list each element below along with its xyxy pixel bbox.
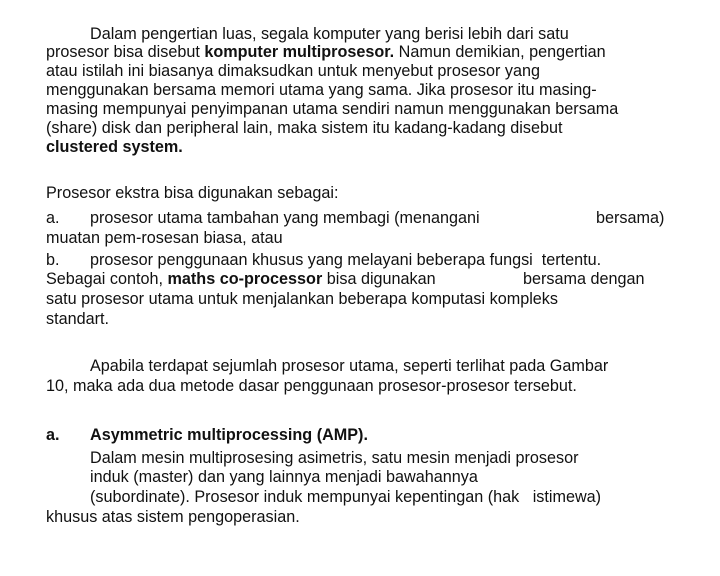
section-a-marker: a. [46,426,60,444]
para3-line1: Apabila terdapat sejumlah prosesor utama, seperti terlihat pada Gambar [90,357,609,375]
section-a-line3: (subordinate). Prosesor induk mempunyai kepentingan (hak istimewa) [90,488,602,506]
para1-line3: atau istilah ini biasanya dimaksudkan untuk menyebut prosesor yang [46,62,541,80]
term-clustered-system: clustered system. [46,138,183,156]
list-item-a-end: bersama) [596,209,665,227]
example-line1 [46,269,436,289]
term-maths-coprocessor: maths co-processor [167,270,323,288]
example-text-mid: bisa digunakan [322,270,436,288]
section-a-line2: induk (master) dan yang lainnya menjadi bawahannya [90,468,478,486]
para1-line2 [46,42,606,62]
para1-line5: masing mempunyai penyimpanan utama sendiri namun menggunakan bersama [46,100,619,118]
list-marker-b: b. [46,251,60,269]
para1-line2-rest: Namun demikian, pengertian [394,43,606,61]
list-item-b-text: prosesor penggunaan khusus yang melayani beberapa fungsi tertentu. [90,251,602,269]
section-a-heading: Asymmetric multiprocessing (AMP). [90,426,368,444]
example-line3: standart. [46,310,109,328]
section-a-line1: Dalam mesin multiprosesing asimetris, satu mesin menjadi prosesor [90,449,579,467]
para1-line6: (share) disk dan peripheral lain, maka sistem itu kadang-kadang disebut [46,119,563,137]
para1-line2-text: prosesor bisa disebut [46,43,205,61]
list-item-a-text: prosesor utama tambahan yang membagi (menangani [90,209,480,227]
example-text: Sebagai contoh, [46,270,168,288]
example-line2: satu prosesor utama untuk menjalankan beberapa komputasi kompleks [46,290,558,308]
para1-line1: Dalam pengertian luas, segala komputer yang berisi lebih dari satu [90,25,569,43]
term-komputer-multiprosesor: komputer multiprosesor. [204,43,395,61]
list-item-a-cont: muatan pem-rosesan biasa, atau [46,229,283,247]
para1-line4: menggunakan bersama memori utama yang sama. Jika prosesor itu masing- [46,81,597,99]
para3-line2: 10, maka ada dua metode dasar penggunaan prosesor-prosesor tersebut. [46,377,577,395]
list-marker-a: a. [46,209,60,227]
para2-intro: Prosesor ekstra bisa digunakan sebagai: [46,184,339,202]
section-a-line4: khusus atas sistem pengoperasian. [46,508,300,526]
example-line1-end: bersama dengan [523,270,645,288]
